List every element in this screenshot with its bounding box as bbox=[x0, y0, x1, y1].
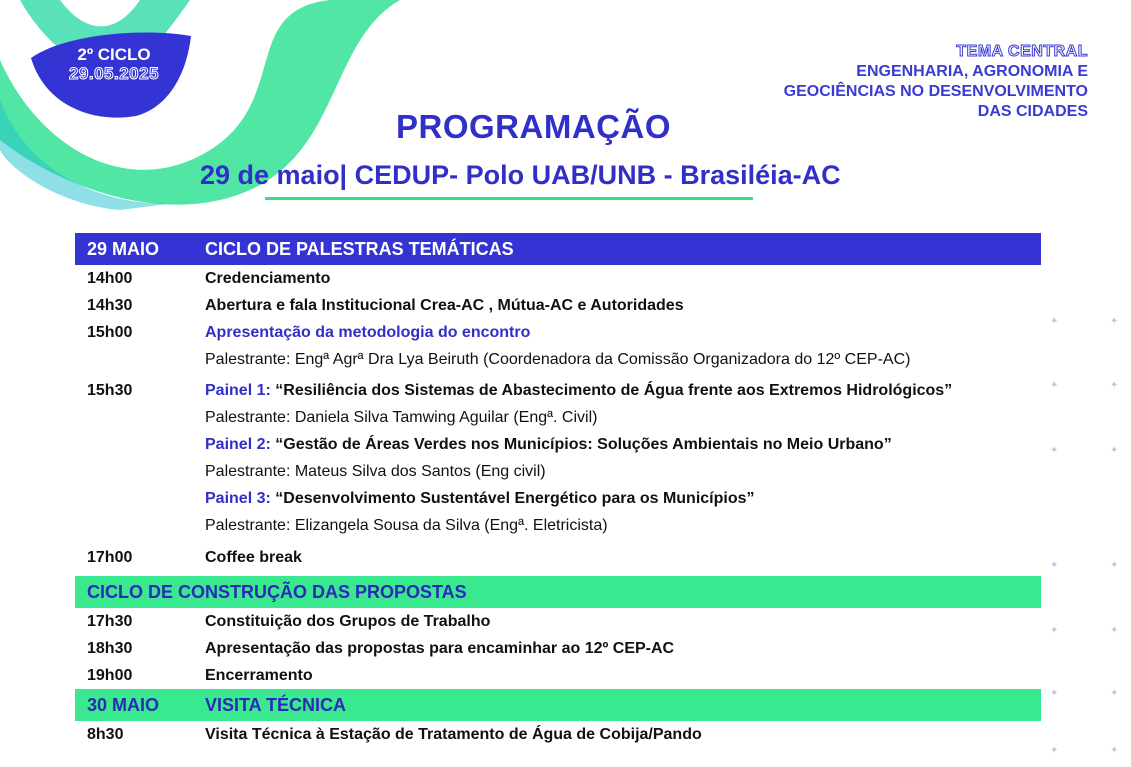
schedule-row bbox=[75, 635, 1041, 662]
panel-speaker: Palestrante: Elizangela Sousa da Silva (Engª. Eletricista) bbox=[205, 517, 608, 534]
row-text: Apresentação da metodologia do encontro bbox=[205, 324, 531, 341]
row-time: 8h30 bbox=[87, 726, 124, 743]
dot-decoration: ✦ bbox=[1050, 560, 1059, 571]
panel-title-line bbox=[205, 485, 1041, 512]
section-day: 29 MAIO bbox=[87, 238, 160, 259]
panel-title: “Desenvolvimento Sustentável Energético para os Municípios” bbox=[275, 490, 755, 507]
dot-decoration: ✦ bbox=[1050, 625, 1059, 636]
row-time: 15h00 bbox=[87, 324, 133, 341]
panel-speaker: Palestrante: Daniela Silva Tamwing Aguilar (Engª. Civil) bbox=[205, 409, 598, 426]
schedule-row bbox=[75, 544, 1041, 571]
badge-cycle: 2º CICLO bbox=[77, 45, 151, 64]
central-theme bbox=[784, 42, 1088, 122]
row-time: 14h30 bbox=[87, 297, 133, 314]
row-time: 15h30 bbox=[87, 382, 133, 399]
row-text: Constituição dos Grupos de Trabalho bbox=[205, 613, 491, 630]
section-heading: CICLO DE PALESTRAS TEMÁTICAS bbox=[205, 238, 514, 259]
row-time: 19h00 bbox=[87, 667, 133, 684]
row-text: Apresentação das propostas para encaminhar ao 12º CEP-AC bbox=[205, 640, 675, 657]
theme-line: ENGENHARIA, AGRONOMIA E bbox=[856, 63, 1088, 80]
panel-title: “Gestão de Áreas Verdes nos Municípios: Soluções Ambientais no Meio Urbano” bbox=[275, 436, 892, 453]
section-heading: CICLO DE CONSTRUÇÃO DAS PROPOSTAS bbox=[87, 581, 467, 602]
panel-title-line bbox=[205, 431, 1041, 458]
panels-list bbox=[205, 377, 1041, 539]
theme-line: GEOCIÊNCIAS NO DESENVOLVIMENTO bbox=[783, 83, 1088, 100]
dot-decoration: ✦ bbox=[1110, 745, 1119, 756]
dot-decoration: ✦ bbox=[1110, 688, 1119, 699]
schedule-table bbox=[75, 233, 1041, 748]
dot-decoration: ✦ bbox=[1110, 445, 1119, 456]
dot-decoration: ✦ bbox=[1110, 380, 1119, 391]
row-text: Visita Técnica à Estação de Tratamento de Água de Cobija/Pando bbox=[205, 726, 702, 743]
schedule-row bbox=[75, 292, 1041, 319]
section-header-proposals bbox=[75, 576, 1041, 608]
schedule-row bbox=[75, 608, 1041, 635]
page-subtitle: 29 de maio| CEDUP- Polo UAB/UNB - Brasiléia-AC bbox=[200, 160, 841, 190]
row-time: 14h00 bbox=[87, 270, 133, 287]
dot-decoration: ✦ bbox=[1050, 380, 1059, 391]
row-content bbox=[205, 319, 1041, 373]
row-text: Credenciamento bbox=[205, 270, 331, 287]
panel-label: Painel 2: bbox=[205, 436, 271, 453]
dot-decoration: ✦ bbox=[1050, 688, 1059, 699]
section-day: 30 MAIO bbox=[87, 694, 160, 715]
section-header-lectures bbox=[75, 233, 1041, 265]
dot-decoration: ✦ bbox=[1050, 316, 1059, 327]
row-text: Abertura e fala Institucional Crea-AC , Mútua-AC e Autoridades bbox=[205, 297, 684, 314]
schedule-row bbox=[75, 662, 1041, 689]
row-time: 18h30 bbox=[87, 640, 133, 657]
subtitle-underline bbox=[265, 197, 753, 200]
cycle-badge bbox=[34, 46, 194, 83]
theme-label: TEMA CENTRAL bbox=[956, 43, 1088, 60]
schedule-row bbox=[75, 319, 1041, 373]
panel-title-line bbox=[205, 377, 1041, 404]
row-speaker: Palestrante: Engª Agrª Dra Lya Beiruth (Coordenadora da Comissão Organizadora do 12º CEP-AC) bbox=[205, 351, 911, 368]
dot-decoration: ✦ bbox=[1050, 445, 1059, 456]
dot-decoration: ✦ bbox=[1050, 745, 1059, 756]
row-text: Coffee break bbox=[205, 549, 302, 566]
schedule-row bbox=[75, 265, 1041, 292]
page-title: PROGRAMAÇÃO bbox=[396, 108, 671, 145]
schedule-row-panels bbox=[75, 377, 1041, 539]
panel-label: Painel 1: bbox=[205, 382, 271, 399]
dot-decoration: ✦ bbox=[1110, 560, 1119, 571]
dot-decoration: ✦ bbox=[1110, 316, 1119, 327]
row-time: 17h00 bbox=[87, 549, 133, 566]
section-header-visit bbox=[75, 689, 1041, 721]
row-text: Encerramento bbox=[205, 667, 313, 684]
theme-line: DAS CIDADES bbox=[977, 103, 1088, 120]
panel-label: Painel 3: bbox=[205, 490, 271, 507]
panel-speaker: Palestrante: Mateus Silva dos Santos (Eng civil) bbox=[205, 463, 546, 480]
dot-decoration: ✦ bbox=[1110, 625, 1119, 636]
row-time: 17h30 bbox=[87, 613, 133, 630]
panel-title: “Resiliência dos Sistemas de Abastecimento de Água frente aos Extremos Hidrológicos” bbox=[275, 382, 953, 399]
schedule-row bbox=[75, 721, 1041, 748]
section-heading: VISITA TÉCNICA bbox=[205, 694, 347, 715]
badge-date: 29.05.2025 bbox=[68, 63, 160, 83]
